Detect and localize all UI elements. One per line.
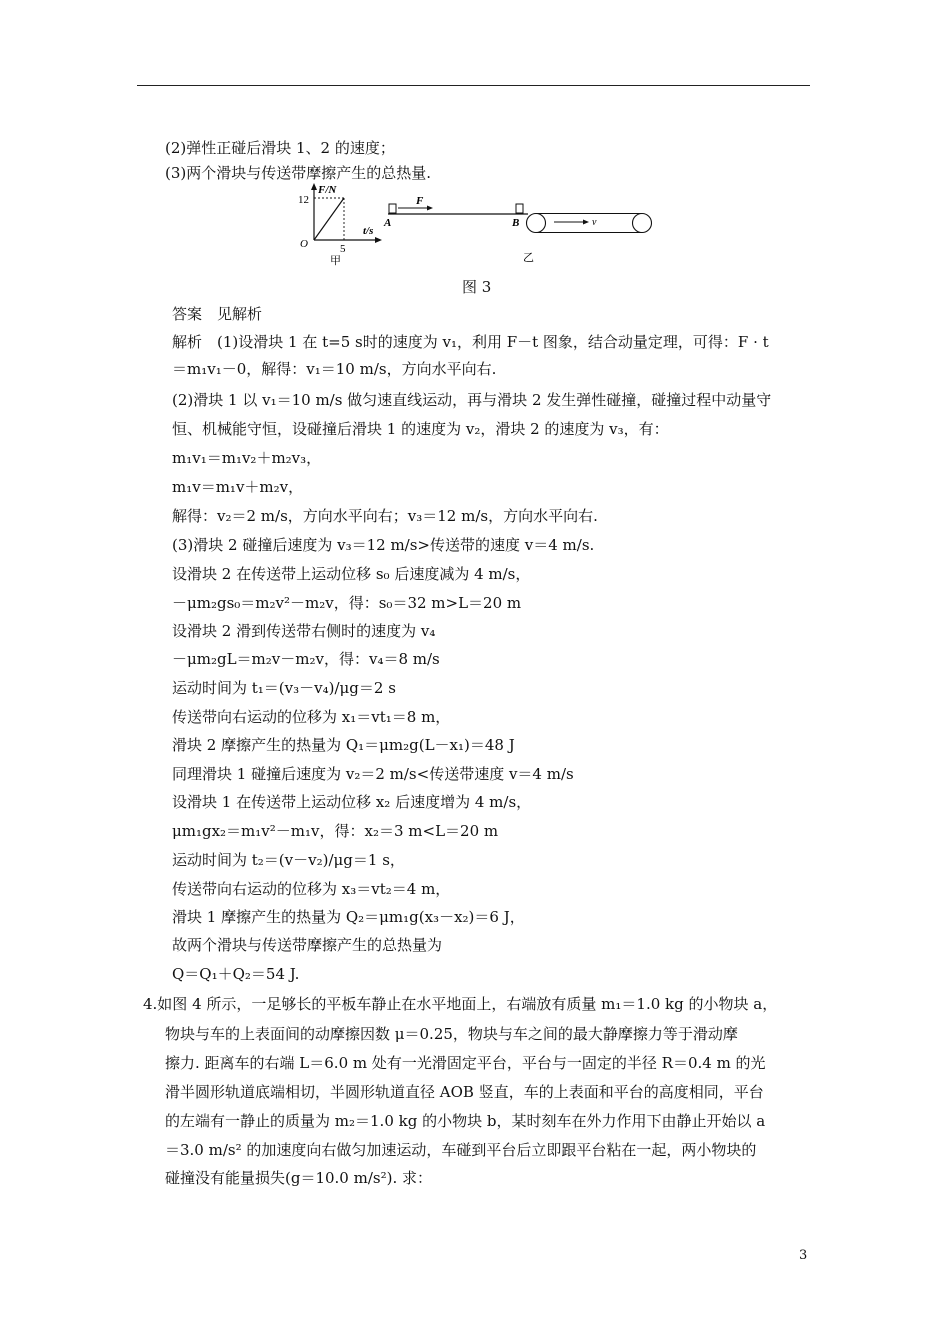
answer-line: 设滑块 1 在传送带上运动位移 x₂ 后速度增为 4 m/s，	[172, 793, 532, 811]
answer-line: μm₁gx₂＝m₁v²－m₁v，得：x₂＝3 m<L＝20 m	[172, 822, 499, 840]
answer-line: 同理滑块 1 碰撞后速度为 v₂＝2 m/s<传送带速度 v＝4 m/s	[172, 765, 574, 783]
figure-3	[296, 180, 656, 270]
answer-line: Q＝Q₁＋Q₂＝54 J.	[172, 965, 300, 983]
answer-line: 故两个滑块与传送带摩擦产生的总热量为	[172, 936, 443, 954]
force-time-graph	[298, 183, 382, 267]
x-axis-arrow	[375, 237, 382, 243]
x-tick-label: 5	[340, 243, 346, 255]
answer-line: 传送带向右运动的位移为 x₁＝vt₁＝8 m，	[172, 708, 451, 726]
answer-line: －μm₂gs₀＝m₂v²－m₂v，得：s₀＝32 m>L＝20 m	[172, 594, 522, 612]
answer-line: (2)滑块 1 以 v₁＝10 m/s 做匀速直线运动，再与滑块 2 发生弹性碰撞，碰撞过程中动量守	[172, 391, 772, 409]
apparatus-sublabel: 乙	[523, 251, 534, 264]
slider-2	[516, 204, 523, 213]
x-axis-label: t/s	[363, 225, 374, 237]
answer-line: 恒、机械能守恒，设碰撞后滑块 1 的速度为 v₂，滑块 2 的速度为 v₃，有：	[172, 420, 669, 438]
answer-line: －μm₂gL＝m₂v－m₂v，得：v₄＝8 m/s	[172, 650, 440, 668]
answer-heading: 答案 见解析	[172, 305, 263, 323]
force-line	[314, 198, 344, 240]
graph-sublabel: 甲	[330, 254, 341, 267]
answer-line: 解得：v₂＝2 m/s，方向水平向右；v₃＝12 m/s，方向水平向右.	[172, 507, 598, 525]
figure-caption: 图 3	[462, 278, 492, 296]
answer-line: m₁v₁＝m₁v₂＋m₂v₃，	[172, 449, 322, 467]
origin-label: O	[300, 238, 308, 250]
left-pulley	[527, 214, 546, 233]
problem-4-line: ＝3.0 m/s² 的加速度向右做匀加速运动，车碰到平台后立即跟平台粘在一起，两小物块的	[165, 1141, 757, 1159]
problem-4-line: 的左端有一静止的质量为 m₂＝1.0 kg 的小物块 b，某时刻车在外力作用下由静止开始以 a	[165, 1112, 766, 1130]
answer-line: 传送带向右运动的位移为 x₃＝vt₂＝4 m，	[172, 880, 451, 898]
problem-4-line: 4.如图 4 所示，一足够长的平板车静止在水平地面上，右端放有质量 m₁＝1.0 kg 的小物块 a，	[143, 995, 778, 1013]
answer-line: 滑块 1 摩擦产生的热量为 Q₂＝μm₁g(x₃－x₂)＝6 J，	[172, 908, 525, 926]
y-axis-label: F/N	[318, 184, 337, 196]
force-arrowhead	[427, 206, 433, 211]
problem-4-line: 滑半圆形轨道底端相切，半圆形轨道直径 AOB 竖直，车的上表面和平台的高度相同，平台	[165, 1083, 764, 1101]
problem-4-line: 擦力. 距离车的右端 L＝6.0 m 处有一光滑固定平台，平台与一固定的半径 R＝0.4 m 的光	[165, 1054, 766, 1072]
answer-line: 设滑块 2 滑到传送带右侧时的速度为 v₄	[172, 622, 436, 640]
point-a-label: A	[384, 217, 392, 229]
header-rule	[137, 85, 810, 86]
answer-line: 解析 (1)设滑块 1 在 t=5 s时的速度为 v₁，利用 F－t 图象，结合动量定理，可得：F · t	[172, 333, 769, 351]
y-axis-arrow	[311, 183, 317, 190]
answer-line: ＝m₁v₁－0，解得：v₁＝10 m/s，方向水平向右.	[172, 360, 497, 378]
page-number: 3	[799, 1248, 808, 1263]
question-3: (3)两个滑块与传送带摩擦产生的总热量.	[165, 164, 432, 182]
answer-line: 设滑块 2 在传送带上运动位移 s₀ 后速度减为 4 m/s，	[172, 565, 531, 583]
problem-4-line: 物块与车的上表面间的动摩擦因数 μ＝0.25，物块与车之间的最大静摩擦力等于滑动摩	[165, 1025, 738, 1043]
velocity-arrowhead	[583, 220, 589, 225]
answer-line: 运动时间为 t₁＝(v₃－v₄)/μg＝2 s	[172, 679, 396, 697]
conveyor-apparatus	[383, 195, 652, 264]
force-label: F	[416, 195, 424, 207]
right-pulley	[633, 214, 652, 233]
answer-line: (3)滑块 2 碰撞后速度为 v₃＝12 m/s>传送带的速度 v＝4 m/s.	[172, 536, 595, 554]
problem-4-line: 碰撞没有能量损失(g＝10.0 m/s²). 求：	[165, 1169, 432, 1187]
answer-line: 滑块 2 摩擦产生的热量为 Q₁＝μm₂g(L－x₁)＝48 J	[172, 736, 515, 754]
y-tick-label: 12	[298, 194, 309, 206]
answer-line: m₁v＝m₁v＋m₂v，	[172, 478, 304, 496]
velocity-label: v	[592, 217, 597, 228]
answer-line: 运动时间为 t₂＝(v－v₂)/μg＝1 s，	[172, 851, 405, 869]
question-2: (2)弹性正碰后滑块 1、2 的速度；	[165, 139, 395, 157]
slider-1	[389, 204, 396, 213]
point-b-label: B	[512, 217, 520, 229]
